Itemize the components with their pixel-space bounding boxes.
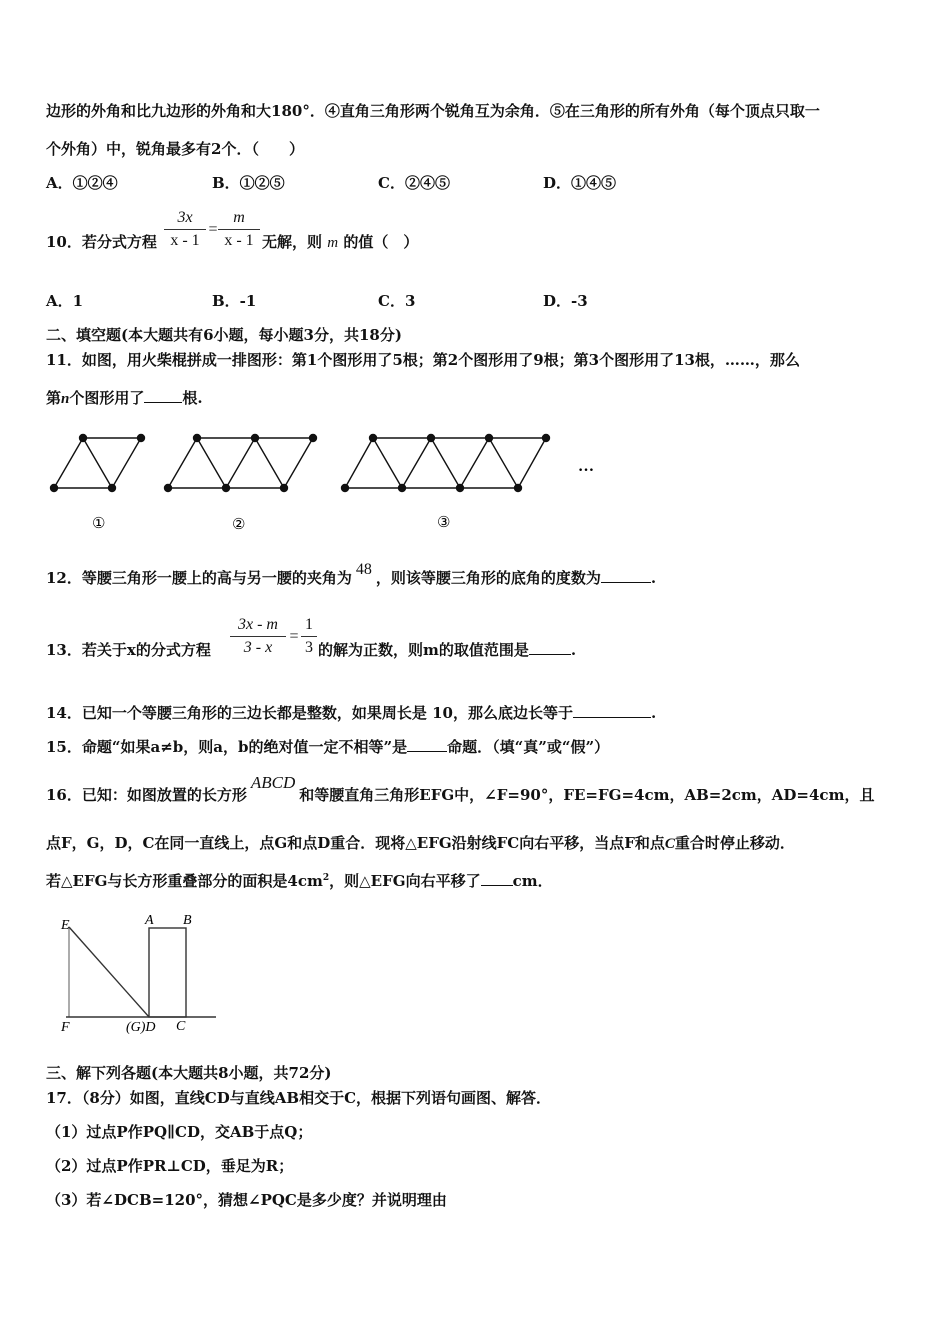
q11-line2 (46, 391, 203, 407)
q9-option-d: D．①④⑤ (543, 174, 617, 192)
q16-line3-c: cm． (512, 872, 553, 890)
q16-line3 (46, 874, 553, 889)
q12-angle: 48 (355, 561, 372, 578)
q13-equals: = (289, 628, 299, 645)
q11-matchstick-figure (0, 420, 650, 540)
q16-line2-c: C (664, 836, 675, 852)
label-B: B (183, 913, 192, 928)
q12-text-a: 12．等腰三角形一腰上的高与另一腰的夹角为 (46, 569, 352, 587)
q15-text-a: 15．命题“如果a≠b，则a，b的绝对值一定不相等”是 (46, 738, 408, 756)
q15-text-b: 命题．（填“真”或“假”） (447, 738, 610, 756)
q16-line3-b: ，则△EFG向右平移了 (329, 872, 481, 890)
q11-ellipsis: … (578, 458, 594, 475)
q10-prefix: 10．若分式方程 (46, 233, 157, 251)
q13-f2-denominator: 3 (305, 639, 313, 656)
figure-3 (345, 438, 546, 488)
q13-f1-denominator: 3 - x (243, 639, 273, 656)
q10-suffix-a: 无解，则 (262, 233, 323, 251)
q16-prefix: 16．已知：如图放置的长方形 (46, 786, 247, 804)
q10-fraction-left (164, 210, 206, 249)
label-GD: (G)D (126, 1020, 156, 1035)
q10-f1-numerator: 3x (177, 209, 193, 226)
q13-answer-blank (529, 653, 571, 655)
q10-f2-denominator: x - 1 (224, 232, 254, 249)
q14-answer-blank (573, 716, 651, 718)
q17-stem: 17．（8分）如图，直线CD与直线AB相交于C，根据下列语句画图、解答． (46, 1089, 552, 1107)
q10-fraction-right (218, 210, 260, 249)
q11-label-1: ① (92, 516, 106, 532)
q16-line2-a: 点F，G，D，C在同一直线上，点G和点D重合．现将△EFG沿射线FC向右平移，当点F和点 (46, 834, 665, 852)
q11-line2-a: 第 (46, 389, 62, 407)
q13-prefix: 13．若关于x的分式方程 (46, 641, 211, 659)
section2-title: 二、填空题(本大题共有6小题，每小题3分，共18分) (46, 326, 402, 344)
q10-f1-denominator: x - 1 (170, 232, 200, 249)
q12-text-c: . (650, 569, 657, 587)
q17-item-2: （2）过点P作PR⊥CD，垂足为R； (46, 1157, 294, 1175)
label-A: A (145, 913, 154, 928)
q10-option-d: D．-3 (543, 292, 588, 310)
q9-line2: 个外角）中，锐角最多有2个．（ ） (46, 140, 304, 158)
label-E: E (61, 918, 70, 933)
q16-figure (50, 905, 230, 1045)
figure-2 (168, 438, 313, 488)
q14-text (46, 706, 656, 721)
q16-line1-b: 和等腰直角三角形EFG中，∠F=90°，FE=FG=4cm，AB=2cm，AD=4cm，且 (299, 786, 875, 804)
q13-fraction-left (230, 617, 286, 656)
q16-line1 (46, 773, 875, 804)
q14-end: . (650, 704, 657, 722)
q9-option-c: C．②④⑤ (378, 174, 450, 192)
q15-answer-blank (407, 750, 447, 752)
q16-line2 (46, 836, 795, 852)
q16-line2-b: 重合时停止移动． (674, 834, 795, 852)
q10-var-m: m (327, 235, 339, 251)
q11-line2-b: 个图形用了 (69, 389, 145, 407)
q11-line2-c: 根. (182, 389, 203, 407)
q16-line3-a: 若△EFG与长方形重叠部分的面积是4cm (46, 872, 323, 890)
q13-end: . (570, 641, 577, 659)
q17-item-3: （3）若∠DCB=120°，猜想∠PQC是多少度？并说明理由 (46, 1191, 447, 1209)
q13-f2-numerator: 1 (305, 616, 313, 633)
q10-equals: = (208, 221, 218, 238)
q11-line1: 11．如图，用火柴棍拼成一排图形：第1个图形用了5根；第2个图形用了9根；第3个图形用了13根，……，那么 (46, 351, 800, 369)
q12-text (46, 561, 657, 587)
q12-text-b: ，则该等腰三角形的底角的度数为 (375, 569, 601, 587)
q11-label-2: ② (232, 517, 246, 533)
figure-1 (54, 438, 141, 488)
q10-option-c: C．3 (378, 292, 416, 310)
label-F: F (61, 1020, 70, 1035)
q9-option-b: B．①②⑤ (212, 174, 285, 192)
q9-line1: 边形的外角和比九边形的外角和大180°．④直角三角形两个锐角互为余角．⑤在三角形的所有外角（每个顶点只取一 (46, 102, 820, 120)
q15-text (46, 740, 609, 755)
q11-label-3: ③ (437, 515, 451, 531)
q16-line3-sup: 2 (322, 873, 330, 883)
section3-title: 三、解下列各题(本大题共8小题，共72分) (46, 1064, 332, 1082)
q11-var-n: n (61, 391, 70, 407)
q16-rect-name: ABCD (250, 773, 296, 792)
q12-answer-blank (601, 581, 651, 583)
q10-option-b: B．-1 (212, 292, 257, 310)
q13-fraction-right (301, 617, 317, 656)
q10-f2-numerator: m (233, 209, 245, 226)
q13-suffix (318, 643, 576, 658)
q13-f1-numerator: 3x - m (238, 616, 278, 633)
q10-suffix-b: 的值（ ） (343, 233, 419, 251)
q14-stem: 14．已知一个等腰三角形的三边长都是整数，如果周长是 10，那么底边长等于 (46, 704, 573, 722)
q9-option-a: A．①②④ (46, 174, 118, 192)
q13-suffix-text: 的解为正数，则m的取值范围是 (318, 641, 529, 659)
q16-answer-blank (481, 884, 513, 886)
q10-suffix (262, 235, 418, 251)
q10-option-a: A．1 (46, 292, 84, 310)
q17-item-1: （1）过点P作PQ∥CD，交AB于点Q； (46, 1123, 313, 1141)
label-C: C (176, 1019, 186, 1034)
q11-answer-blank (144, 401, 182, 403)
